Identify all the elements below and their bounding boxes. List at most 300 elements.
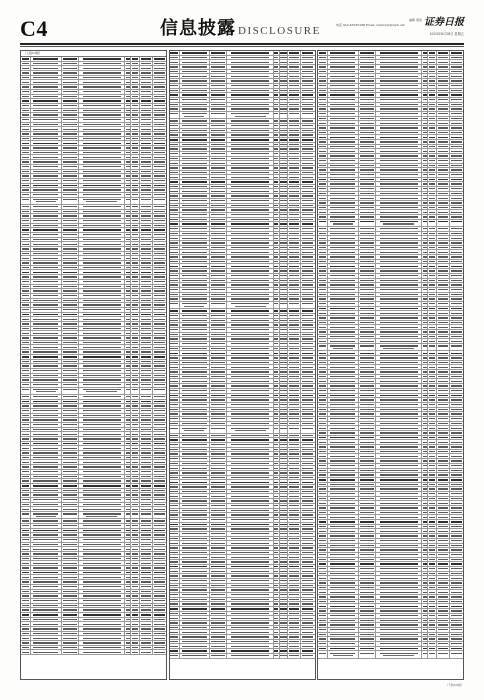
table-cell xyxy=(228,314,274,318)
table-cell xyxy=(288,213,301,217)
table-cell xyxy=(280,199,289,203)
table-cell xyxy=(328,375,358,379)
table-cell xyxy=(328,609,358,613)
table-cell xyxy=(376,520,422,524)
table-cell xyxy=(288,394,301,398)
table-cell xyxy=(301,630,314,634)
table-cell xyxy=(62,479,79,483)
table-cell xyxy=(280,246,289,250)
table-cell xyxy=(437,178,450,182)
table-cell xyxy=(280,65,289,69)
table-cell xyxy=(288,518,301,522)
table-cell xyxy=(140,247,153,251)
table-cell xyxy=(228,649,274,653)
table-cell xyxy=(180,555,210,559)
table-cell xyxy=(21,270,31,274)
table-cell xyxy=(450,112,463,116)
table-cell xyxy=(288,422,301,426)
table-cell xyxy=(140,280,153,284)
table-cell xyxy=(170,466,180,470)
table-cell xyxy=(21,95,31,99)
table-cell xyxy=(376,297,422,301)
table-cell xyxy=(21,632,31,636)
table-cell xyxy=(170,527,180,531)
table-cell xyxy=(288,274,301,278)
table-cell xyxy=(153,580,166,584)
table-cell xyxy=(359,581,376,585)
table-cell xyxy=(288,119,301,123)
table-cell xyxy=(288,269,301,273)
table-cell xyxy=(210,161,227,165)
table-cell xyxy=(21,456,31,460)
table-cell xyxy=(21,85,31,89)
table-cell xyxy=(301,513,314,517)
table-cell xyxy=(359,74,376,78)
table-cell xyxy=(140,460,153,464)
table-cell xyxy=(21,205,31,209)
table-cell xyxy=(328,445,358,449)
table-cell xyxy=(318,647,328,651)
table-cell xyxy=(280,204,289,208)
table-cell xyxy=(328,178,358,182)
table-cell xyxy=(437,558,450,562)
table-cell xyxy=(428,431,437,435)
table-cell xyxy=(328,126,358,130)
table-cell xyxy=(79,432,125,436)
table-cell xyxy=(21,613,31,617)
table-cell xyxy=(318,164,328,168)
table-cell xyxy=(376,548,422,552)
table-cell xyxy=(301,471,314,475)
table-cell xyxy=(450,178,463,182)
table-cell xyxy=(31,141,61,145)
table-cell xyxy=(79,580,125,584)
table-cell xyxy=(328,117,358,121)
table-cell xyxy=(288,593,301,597)
table-cell xyxy=(376,553,422,557)
table-cell xyxy=(280,398,289,402)
table-cell xyxy=(428,483,437,487)
table-cell xyxy=(376,330,422,334)
table-cell xyxy=(31,432,61,436)
table-cell xyxy=(301,60,314,64)
table-cell xyxy=(228,138,274,142)
table-cell xyxy=(170,129,180,133)
table-cell xyxy=(328,344,358,350)
table-cell xyxy=(31,313,61,317)
table-cell xyxy=(288,138,301,142)
table-cell xyxy=(210,323,227,327)
table-cell xyxy=(437,412,450,416)
section-title-english: DISCLOSURE xyxy=(238,25,321,37)
table-cell xyxy=(21,345,31,349)
table-cell xyxy=(280,523,289,527)
table-cell xyxy=(170,621,180,625)
table-cell xyxy=(31,350,61,354)
table-cell xyxy=(62,123,79,127)
table-cell xyxy=(328,389,358,393)
table-cell xyxy=(228,279,274,283)
table-cell xyxy=(21,604,31,608)
table-cell xyxy=(376,469,422,473)
table-cell xyxy=(328,529,358,533)
table-cell xyxy=(62,242,79,246)
table-cell xyxy=(376,379,422,383)
table-cell xyxy=(318,131,328,135)
table-cell xyxy=(280,649,289,653)
table-cell xyxy=(328,412,358,416)
table-cell xyxy=(131,184,140,188)
table-cell xyxy=(450,544,463,548)
table-cell xyxy=(210,79,227,83)
table-cell xyxy=(450,492,463,496)
table-cell xyxy=(79,109,125,113)
table-cell xyxy=(376,544,422,548)
table-cell xyxy=(328,107,358,111)
table-cell xyxy=(170,112,180,118)
table-cell xyxy=(328,60,358,64)
table-cell xyxy=(140,446,153,450)
table-cell xyxy=(359,112,376,116)
table-cell xyxy=(21,174,31,178)
table-cell xyxy=(62,604,79,608)
table-cell xyxy=(210,438,227,442)
table-cell xyxy=(140,205,153,209)
table-cell xyxy=(437,126,450,130)
table-cell xyxy=(79,266,125,270)
table-cell xyxy=(210,523,227,527)
table-cell xyxy=(153,252,166,256)
table-cell xyxy=(62,552,79,556)
table-cell xyxy=(318,478,328,482)
table-cell xyxy=(288,398,301,402)
table-cell xyxy=(228,103,274,107)
table-cell xyxy=(359,370,376,374)
table-cell xyxy=(31,322,61,326)
table-cell xyxy=(31,62,61,66)
table-cell xyxy=(153,575,166,579)
table-cell xyxy=(31,479,61,483)
table-cell xyxy=(180,283,210,287)
table-cell xyxy=(328,572,358,576)
table-cell xyxy=(228,494,274,498)
table-cell xyxy=(328,168,358,172)
table-cell xyxy=(301,476,314,480)
table-cell xyxy=(437,264,450,268)
table-cell xyxy=(450,135,463,139)
table-cell xyxy=(170,314,180,318)
table-cell xyxy=(328,637,358,641)
table-cell xyxy=(131,489,140,493)
table-cell xyxy=(62,151,79,155)
table-cell xyxy=(288,302,301,308)
table-cell xyxy=(280,560,289,564)
table-cell xyxy=(79,632,125,636)
table-cell xyxy=(180,448,210,452)
table-cell xyxy=(170,513,180,517)
table-cell xyxy=(62,395,79,399)
table-cell xyxy=(21,428,31,432)
table-cell xyxy=(450,398,463,402)
table-cell xyxy=(180,532,210,536)
table-cell xyxy=(31,71,61,75)
table-cell xyxy=(280,302,289,308)
table-cell xyxy=(21,104,31,108)
table-cell xyxy=(437,365,450,369)
table-cell xyxy=(153,90,166,94)
table-cell xyxy=(21,184,31,188)
table-cell xyxy=(131,188,140,192)
table-cell xyxy=(210,574,227,578)
table-cell xyxy=(428,159,437,163)
table-cell xyxy=(62,437,79,441)
table-cell xyxy=(79,566,125,570)
table-cell xyxy=(280,588,289,592)
table-cell xyxy=(180,302,210,308)
table-cell xyxy=(62,294,79,298)
table-cell xyxy=(131,275,140,279)
table-cell xyxy=(180,443,210,447)
table-cell xyxy=(428,351,437,355)
table-cell xyxy=(140,627,153,631)
table-cell xyxy=(228,124,274,128)
table-cell xyxy=(153,613,166,617)
table-cell xyxy=(318,227,328,231)
table-cell xyxy=(79,618,125,622)
table-cell xyxy=(62,275,79,279)
table-cell xyxy=(359,609,376,613)
table-cell xyxy=(280,434,289,438)
table-cell xyxy=(450,236,463,240)
table-cell xyxy=(301,640,314,644)
table-cell xyxy=(170,504,180,508)
table-cell xyxy=(376,464,422,468)
table-cell xyxy=(376,487,422,491)
table-cell xyxy=(288,560,301,564)
table-cell xyxy=(228,293,274,297)
table-cell xyxy=(210,462,227,466)
table-cell xyxy=(131,205,140,209)
table-cell xyxy=(31,418,61,422)
table-cell xyxy=(21,188,31,192)
table-cell xyxy=(280,51,289,55)
table-cell xyxy=(62,627,79,631)
table-cell xyxy=(428,562,437,566)
table-cell xyxy=(62,636,79,640)
table-cell xyxy=(140,270,153,274)
table-cell xyxy=(153,261,166,265)
table-cell xyxy=(288,147,301,151)
table-cell xyxy=(328,487,358,491)
table-cell xyxy=(437,311,450,315)
table-cell xyxy=(280,630,289,634)
table-cell xyxy=(180,171,210,175)
table-cell xyxy=(450,403,463,407)
table-cell xyxy=(359,431,376,435)
table-cell xyxy=(437,255,450,259)
table-cell xyxy=(153,585,166,589)
table-cell xyxy=(153,479,166,483)
table-cell xyxy=(450,107,463,111)
table-row xyxy=(21,650,166,655)
table-cell xyxy=(210,408,227,412)
table-cell xyxy=(318,633,328,637)
table-cell xyxy=(318,501,328,505)
table-cell xyxy=(437,651,450,657)
table-cell xyxy=(140,151,153,155)
table-cell xyxy=(450,196,463,200)
table-cell xyxy=(318,107,328,111)
table-cell xyxy=(153,484,166,488)
table-cell xyxy=(437,220,450,226)
table-cell xyxy=(450,459,463,463)
table-cell xyxy=(228,398,274,402)
table-cell xyxy=(140,470,153,474)
table-cell xyxy=(79,529,125,533)
table-cell xyxy=(428,149,437,153)
table-cell xyxy=(170,584,180,588)
table-cell xyxy=(131,85,140,89)
table-cell xyxy=(428,567,437,571)
table-column-middle xyxy=(169,50,316,680)
table-cell xyxy=(376,389,422,393)
table-cell xyxy=(437,572,450,576)
table-cell xyxy=(79,585,125,589)
table-cell xyxy=(288,602,301,606)
table-cell xyxy=(21,90,31,94)
table-cell xyxy=(328,544,358,548)
table-cell xyxy=(450,445,463,449)
table-cell xyxy=(180,199,210,203)
table-cell xyxy=(318,581,328,585)
table-cell xyxy=(153,198,166,204)
table-cell xyxy=(359,215,376,219)
table-cell xyxy=(79,66,125,70)
table-cell xyxy=(31,599,61,603)
table-cell xyxy=(288,309,301,313)
table-cell xyxy=(328,525,358,529)
table-cell xyxy=(288,509,301,513)
table-cell xyxy=(288,255,301,259)
table-cell xyxy=(21,404,31,408)
table-cell xyxy=(228,227,274,231)
table-cell xyxy=(31,132,61,136)
table-cell xyxy=(170,103,180,107)
table-cell xyxy=(21,327,31,331)
table-cell xyxy=(288,365,301,369)
table-cell xyxy=(210,204,227,208)
table-cell xyxy=(450,548,463,552)
table-cell xyxy=(210,471,227,475)
table-cell xyxy=(280,241,289,245)
table-cell xyxy=(170,342,180,346)
table-cell xyxy=(31,538,61,542)
table-cell xyxy=(140,303,153,307)
table-cell xyxy=(288,166,301,170)
table-cell xyxy=(62,369,79,373)
table-cell xyxy=(31,238,61,242)
table-cell xyxy=(21,437,31,441)
table-cell xyxy=(62,456,79,460)
table-cell xyxy=(301,309,314,313)
table-cell xyxy=(210,279,227,283)
table-cell xyxy=(428,164,437,168)
table-cell xyxy=(140,256,153,260)
table-cell xyxy=(21,118,31,122)
table-cell xyxy=(31,261,61,265)
table-cell xyxy=(228,537,274,541)
table-cell xyxy=(301,218,314,222)
table-cell xyxy=(228,84,274,88)
table-cell xyxy=(62,85,79,89)
table-cell xyxy=(318,604,328,608)
table-cell xyxy=(131,613,140,617)
table-cell xyxy=(428,473,437,477)
table-cell xyxy=(228,302,274,308)
table-cell xyxy=(359,445,376,449)
table-cell xyxy=(62,475,79,479)
table-cell xyxy=(62,71,79,75)
table-cell xyxy=(228,394,274,398)
table-rows-right xyxy=(318,51,463,659)
table-cell xyxy=(328,79,358,83)
table-cell xyxy=(228,70,274,74)
table-cell xyxy=(437,283,450,287)
table-cell xyxy=(31,446,61,450)
table-cell xyxy=(210,452,227,456)
table-cell xyxy=(359,107,376,111)
table-cell xyxy=(62,355,79,359)
table-cell xyxy=(170,480,180,484)
table-cell xyxy=(450,628,463,632)
table-cell xyxy=(153,214,166,218)
table-cell xyxy=(21,242,31,246)
table-cell xyxy=(79,137,125,141)
table-cell xyxy=(153,561,166,565)
table-cell xyxy=(170,649,180,653)
table-cell xyxy=(280,342,289,346)
table-cell xyxy=(62,336,79,340)
table-cell xyxy=(376,131,422,135)
table-cell xyxy=(359,149,376,153)
table-cell xyxy=(318,126,328,130)
table-cell xyxy=(140,599,153,603)
table-cell xyxy=(288,241,301,245)
table-cell xyxy=(288,480,301,484)
table-cell xyxy=(359,595,376,599)
table-cell xyxy=(301,269,314,273)
table-cell xyxy=(328,539,358,543)
table-cell xyxy=(153,383,166,387)
table-cell xyxy=(140,228,153,232)
table-cell xyxy=(280,314,289,318)
table-cell xyxy=(79,123,125,127)
table-cell xyxy=(31,627,61,631)
table-cell xyxy=(131,210,140,214)
table-cell xyxy=(450,89,463,93)
table-cell xyxy=(288,79,301,83)
table-cell xyxy=(62,228,79,232)
table-cell xyxy=(180,518,210,522)
table-cell xyxy=(328,534,358,538)
table-cell xyxy=(153,219,166,223)
table-cell xyxy=(228,584,274,588)
table-cell xyxy=(21,618,31,622)
table-cell xyxy=(450,590,463,594)
table-cell xyxy=(318,384,328,388)
table-cell xyxy=(21,503,31,507)
table-cell xyxy=(450,623,463,627)
